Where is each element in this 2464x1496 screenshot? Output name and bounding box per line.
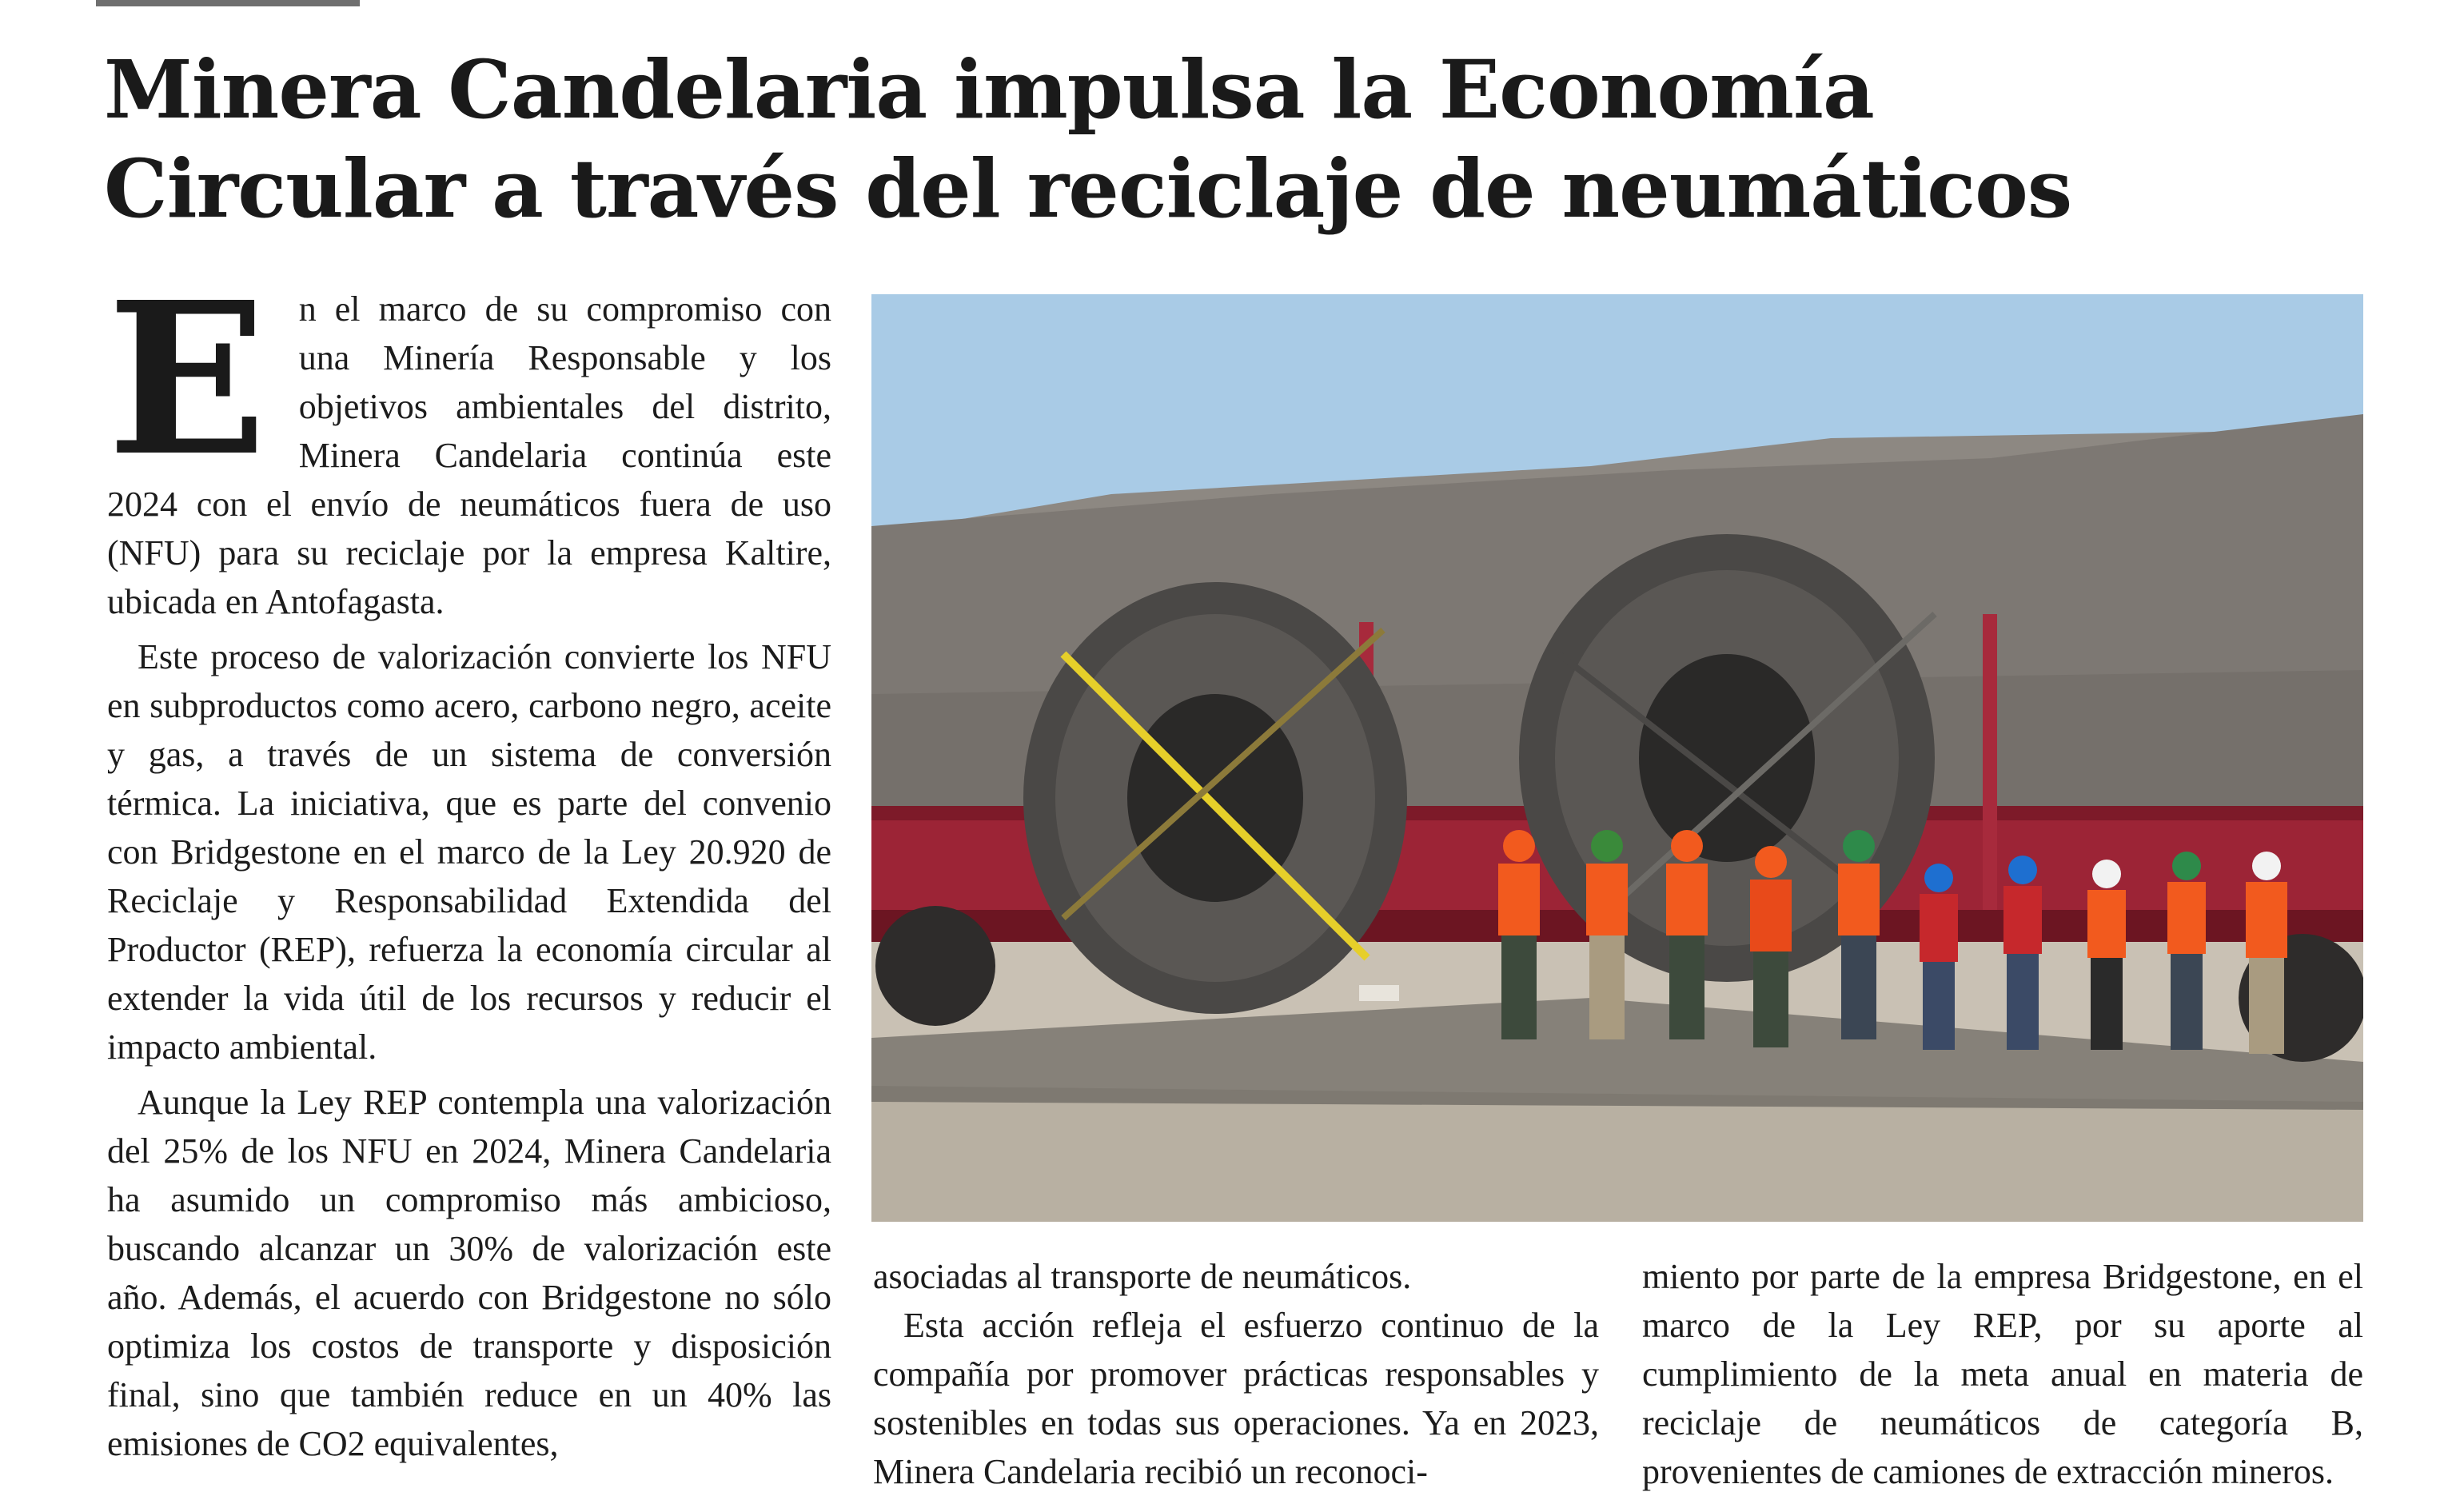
column-2 — [873, 1252, 1599, 1496]
paragraph-4: Esta acción refleja el esfuerzo continuo de la compañía por promover prácticas responsables y sostenibles en todas sus operaciones. Ya en 2023, Minera Candelaria recibió un reconoci- — [873, 1306, 1599, 1491]
section-rule — [96, 0, 360, 6]
column-3 — [1642, 1252, 2363, 1496]
paragraph-2: Este proceso de valorización convierte los NFU en subproductos como acero, carbono negro, aceite y gas, a través de un sistema de conversión térmica. La iniciativa, que es parte del convenio con Bridgestone en el marco de la Ley 20.920 de Reciclaje y Responsabilidad Extendida del Productor (REP), refuerza la economía circular al extender la vida útil de los recursos y reducir el impacto ambiental. — [107, 637, 831, 1067]
headline — [104, 40, 2103, 238]
paragraph-3-continued: asociadas al transporte de neumáticos. — [873, 1257, 1412, 1296]
headline-line-2: Circular a través del reciclaje de neumáticos — [104, 142, 2072, 236]
column-1 — [107, 256, 831, 1468]
headline-line-1: Minera Candelaria impulsa la Economía — [104, 42, 1874, 137]
paragraph-1-text: n el marco de su compromiso con una Minería Responsable y los objetivos ambientales del distrito, Minera Candelaria continúa este 2024 con el envío de neumáticos fuera de uso (NFU) para su reciclaje por la empresa Kaltire, ubicada en Antofagasta. — [107, 289, 831, 621]
paragraph-3: Aunque la Ley REP contempla una valorización del 25% de los NFU en 2024, Minera Candelaria ha asumido un compromiso más ambicioso, buscando alcanzar un 30% de valorización este año. Además, el acuerdo con Bridgestone no sólo optimiza los costos de transporte y disposición final, sino que también reduce en un 40% las emisiones de CO2 equivalentes, — [107, 1083, 831, 1463]
drop-cap: E — [107, 256, 267, 502]
article-photo — [871, 294, 2363, 1222]
paragraph-1 — [107, 256, 831, 626]
paragraph-4-continued: miento por parte de la empresa Bridgestone, en el marco de la Ley REP, por su aporte al cumplimiento de la meta anual en materia de reciclaje de neumáticos de categoría B, provenientes de camiones de extracción mineros. — [1642, 1257, 2363, 1491]
